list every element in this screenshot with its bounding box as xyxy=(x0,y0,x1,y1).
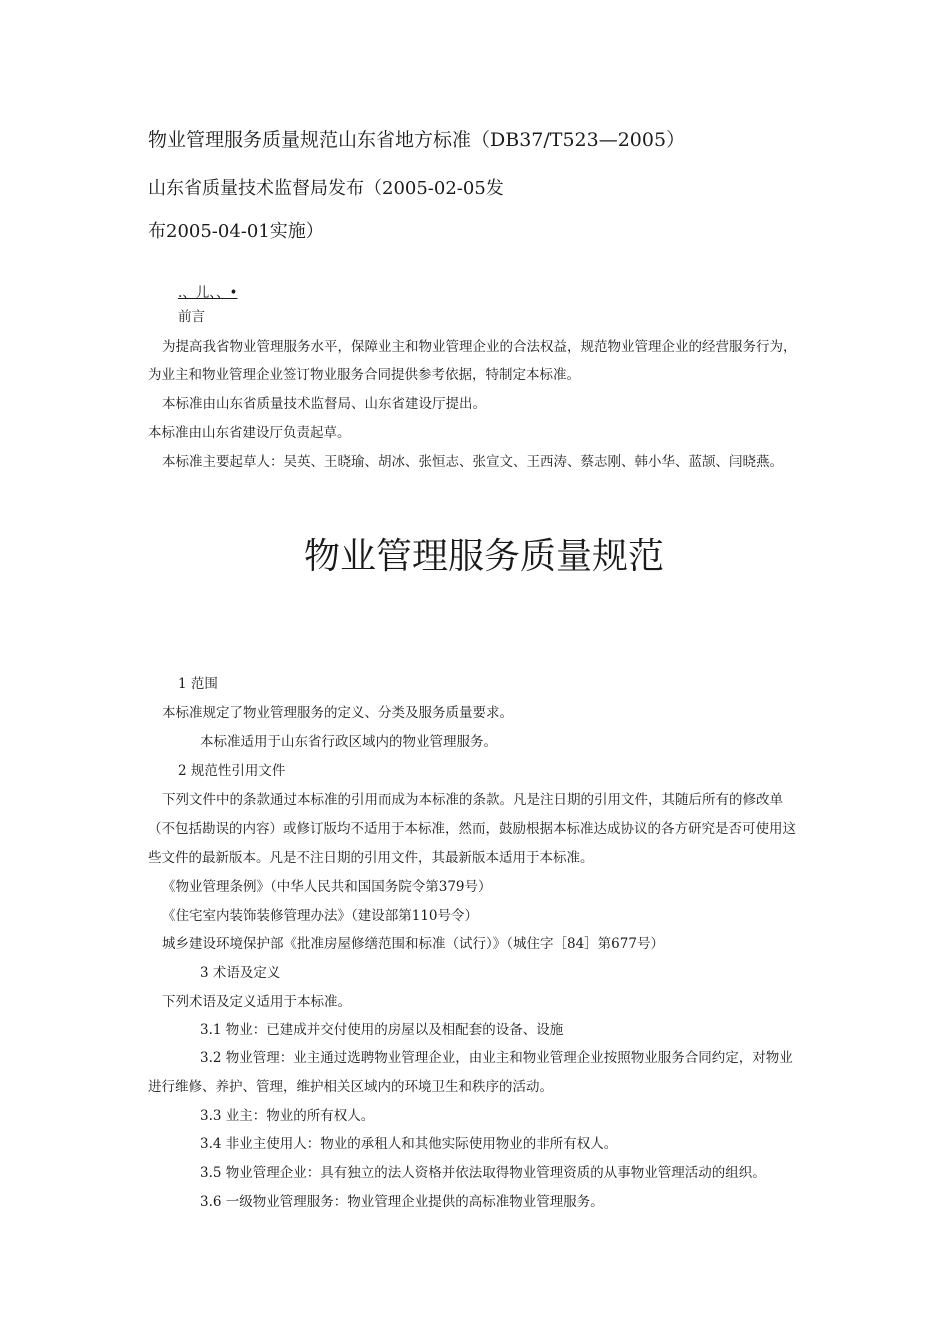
foreword-para-1b: 为业主和物业管理企业签订物业服务合同提供参考依据，特制定本标准。 xyxy=(148,367,580,383)
section-1-para-2: 本标准适用于山东省行政区域内的物业管理服务。 xyxy=(200,734,497,750)
foreword-para-4: 本标准主要起草人：吴英、王晓瑜、胡冰、张恒志、张宣文、王西涛、蔡志刚、韩小华、蓝颉、闫晓燕。 xyxy=(162,454,783,470)
section-3-intro: 下列术语及定义适用于本标准。 xyxy=(162,994,351,1010)
section-1-para-1: 本标准规定了物业管理服务的定义、分类及服务质量要求。 xyxy=(162,705,513,721)
definition-3-1: 3.1 物业：已建成并交付使用的房屋以及相配套的设备、设施 xyxy=(200,1022,564,1038)
foreword-title: 前言 xyxy=(178,309,205,325)
foreword-para-3: 本标准由山东省建设厅负责起草。 xyxy=(148,425,351,441)
header-line-2: 山东省质量技术监督局发布（2005-02-05发 xyxy=(148,178,504,199)
definition-3-2b: 进行维修、养护、管理，维护相关区域内的环境卫生和秩序的活动。 xyxy=(148,1079,553,1095)
definition-3-5: 3.5 物业管理企业：具有独立的法人资格并依法取得物业管理资质的从事物业管理活动的组织。 xyxy=(200,1165,766,1181)
section-2-heading: 2 规范性引用文件 xyxy=(178,763,286,779)
reference-2: 《住宅室内装饰装修管理办法》（建设部第110号令） xyxy=(162,908,479,924)
definition-3-6: 3.6 一级物业管理服务：物业管理企业提供的高标准物业管理服务。 xyxy=(200,1194,604,1210)
reference-1: 《物业管理条例》（中华人民共和国国务院令第379号） xyxy=(162,879,492,895)
definition-3-4: 3.4 非业主使用人：物业的承租人和其他实际使用物业的非所有权人。 xyxy=(200,1136,618,1152)
main-title: 物业管理服务质量规范 xyxy=(304,536,665,577)
section-2-para-1c: 些文件的最新版本。凡是不注日期的引用文件，其最新版本适用于本标准。 xyxy=(148,850,594,866)
definition-3-2a: 3.2 物业管理：业主通过选聘物业管理企业，由业主和物业管理企业按照物业服务合同约定，对物业 xyxy=(200,1050,793,1066)
foreword-para-1a: 为提高我省物业管理服务水平，保障业主和物业管理企业的合法权益，规范物业管理企业的经营服务行为， xyxy=(162,339,797,355)
section-1-heading: 1 范围 xyxy=(178,676,218,692)
reference-3: 城乡建设环境保护部《批准房屋修缮范围和标准（试行）》（城住字［84］第677号） xyxy=(162,936,664,952)
stray-marks: .、儿、、• xyxy=(178,285,238,301)
section-2-para-1a: 下列文件中的条款通过本标准的引用而成为本标准的条款。凡是注日期的引用文件，其随后所有的修改单 xyxy=(162,792,783,808)
definition-3-3: 3.3 业主：物业的所有权人。 xyxy=(200,1108,375,1124)
section-3-heading: 3 术语及定义 xyxy=(200,965,281,981)
foreword-para-2: 本标准由山东省质量技术监督局、山东省建设厅提出。 xyxy=(162,396,486,412)
section-2-para-1b: （不包括勘误的内容）或修订版均不适用于本标准，然而，鼓励根据本标准达成协议的各方研究是否可使用这 xyxy=(148,821,796,837)
header-line-1: 物业管理服务质量规范山东省地方标准（DB37/T523—2005） xyxy=(148,129,686,151)
header-line-3: 布2005-04-01实施） xyxy=(148,221,324,242)
